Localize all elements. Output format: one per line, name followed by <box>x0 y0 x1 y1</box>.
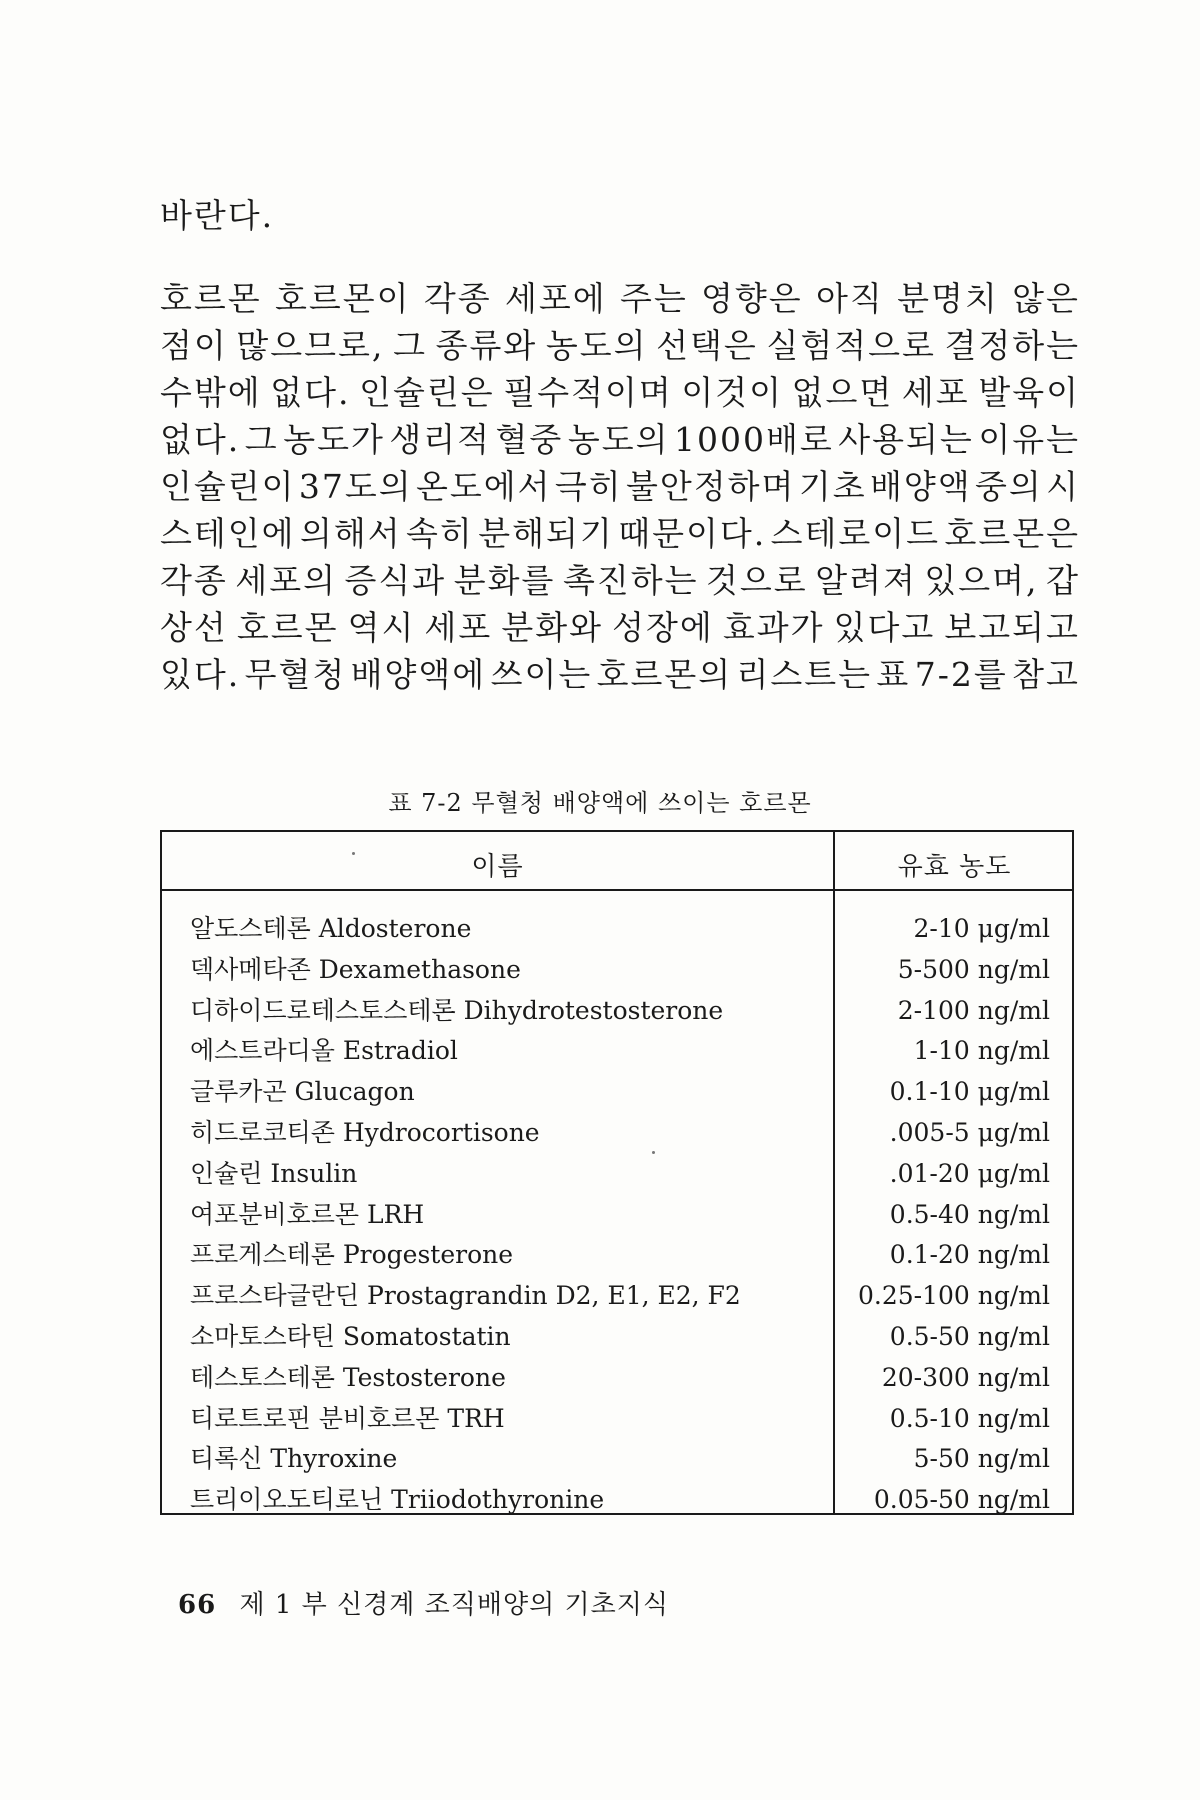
paragraph-word: 사용되는 <box>838 420 974 459</box>
paragraph-word: 효과가 <box>722 608 825 647</box>
concentration-cell: 2-100 ng/ml <box>897 995 1050 1025</box>
paragraph-word: 농도가 <box>283 420 385 459</box>
concentration-cell: 0.5-50 ng/ml <box>889 1321 1050 1351</box>
hormone-table <box>160 830 1074 1515</box>
paragraph-word: 호르몬은 <box>944 514 1080 553</box>
paragraph-line <box>160 510 1080 557</box>
paragraph-word: 있다. <box>160 655 241 694</box>
paragraph-word: 7-2를 <box>914 655 1008 694</box>
paragraph-word: 각종 <box>423 279 492 318</box>
table-row <box>162 1483 1072 1524</box>
paragraph-word: 분화와 <box>501 608 604 647</box>
paragraph-word: 배양액 <box>869 467 972 506</box>
paragraph-word: 생리적 <box>389 420 492 459</box>
paragraph-word: 발육이 <box>978 373 1080 412</box>
table-row <box>162 1442 1072 1483</box>
hormone-name-cell: 프로게스테론 Progesterone <box>190 1240 514 1270</box>
concentration-cell: 2-10 μg/ml <box>913 914 1050 943</box>
table-row <box>162 1198 1072 1239</box>
paragraph-word: 속히 <box>406 514 474 553</box>
paragraph-word: 이것이 <box>681 373 783 412</box>
table-row <box>162 994 1072 1035</box>
paragraph-word: 있다고 <box>833 608 936 647</box>
table-row <box>162 953 1072 994</box>
paragraph-word: 없다. <box>160 420 241 459</box>
paragraph-word: 있으며, <box>924 561 1039 600</box>
paragraph-word: 많으므로, <box>236 326 385 365</box>
concentration-cell: .01-20 μg/ml <box>889 1158 1050 1188</box>
table-row <box>162 1279 1072 1320</box>
paragraph-word: 이유는 <box>978 420 1080 459</box>
table-row <box>162 1361 1072 1402</box>
concentration-cell: 1-10 ng/ml <box>913 1036 1050 1066</box>
paragraph-line <box>160 416 1080 463</box>
paragraph-word: 종류와 <box>435 326 538 365</box>
page-number: 66 <box>178 1590 217 1620</box>
paragraph-word: 선택은 <box>656 326 758 365</box>
paragraph-word: 분화를 <box>453 561 556 600</box>
table-row <box>162 1157 1072 1198</box>
paragraph-word: 역시 <box>347 608 416 647</box>
hormone-name-cell: 티로트로핀 분비호르몬 TRH <box>190 1403 505 1433</box>
paragraph-word: 분해되기 <box>478 514 614 553</box>
paragraph-line <box>160 651 1080 698</box>
paragraph-word: 호르몬의 <box>596 655 733 694</box>
table-header-name: 이름 <box>471 852 524 882</box>
paragraph-word: 점이 <box>160 326 228 365</box>
paragraph-word: 세포의 <box>235 561 337 600</box>
paragraph-word: 촉진하는 <box>562 561 699 600</box>
hormone-name-cell: 티록신 Thyroxine <box>190 1444 398 1474</box>
paragraph-word: 시 <box>1046 467 1080 506</box>
paragraph-word: 쓰이는 <box>490 655 593 694</box>
table-header-concentration: 유효 농도 <box>897 852 1012 882</box>
hormone-name-cell: 프로스타글란딘 Prostagrandin D2, E1, E2, F2 <box>190 1281 741 1311</box>
paragraph-line <box>160 369 1080 416</box>
paragraph-word: 호르몬 <box>236 608 339 647</box>
concentration-cell: 0.1-10 μg/ml <box>889 1077 1050 1107</box>
hormone-name-cell: 인슐린 Insulin <box>190 1158 358 1188</box>
paragraph-word: 수밖에 <box>160 373 262 412</box>
paragraph-word: 갑 <box>1046 561 1080 600</box>
print-speck <box>652 1151 655 1154</box>
paragraph-word: 없다. <box>270 373 351 412</box>
table-row <box>162 1238 1072 1279</box>
hormone-name-cell: 소마토스타틴 Somatostatin <box>190 1321 511 1351</box>
paragraph-word: 1000배로 <box>674 420 834 459</box>
concentration-cell: 5-50 ng/ml <box>913 1444 1050 1474</box>
concentration-cell: 0.5-10 ng/ml <box>889 1403 1050 1433</box>
hormone-name-cell: 트리이오도티로닌 Triiodothyronine <box>190 1485 605 1515</box>
paragraph-word: 성장에 <box>612 608 714 647</box>
hormone-name-cell: 여포분비호르몬 LRH <box>190 1199 425 1229</box>
paragraph-word: 온도에서 <box>416 467 552 506</box>
page-footer <box>178 1584 669 1621</box>
paragraph-word: 알려져 <box>815 561 917 600</box>
concentration-cell: 20-300 ng/ml <box>881 1362 1050 1392</box>
paragraph-word: 호르몬이 <box>274 279 411 318</box>
paragraph-word: 아직 <box>816 279 884 318</box>
paragraph-word: 스테인에 <box>160 514 296 553</box>
table-row <box>162 1320 1072 1361</box>
running-title: 제 1 부 신경계 조직배양의 기초지식 <box>239 1590 669 1620</box>
table-row <box>162 1116 1072 1157</box>
hormone-name-cell: 덱사메타존 Dexamethasone <box>190 954 521 984</box>
paragraph-word: 것으로 <box>706 561 808 600</box>
concentration-cell: 0.05-50 ng/ml <box>873 1485 1050 1515</box>
paragraph-word: 중의 <box>974 467 1043 506</box>
paragraph-word: 상선 <box>160 608 228 647</box>
paragraph-word: 불안정하며 <box>626 467 796 506</box>
paragraph-word: 스테로이드 <box>770 514 941 553</box>
paragraph-word: 표 <box>876 655 911 694</box>
paragraph-word: 세포 <box>424 608 493 647</box>
paragraph-line <box>160 604 1080 651</box>
hormone-name-cell: 알도스테론 Aldosterone <box>190 914 472 943</box>
paragraph-word: 호르몬 <box>160 279 262 318</box>
paragraph-word: 때문이다. <box>618 514 767 553</box>
paragraph-line <box>160 322 1080 369</box>
concentration-cell: 0.25-100 ng/ml <box>857 1281 1050 1311</box>
paragraph-word: 37도의 <box>298 467 413 506</box>
table-body <box>162 912 1072 1524</box>
table-row <box>162 1075 1072 1116</box>
paragraph-word: 주는 <box>619 279 688 318</box>
paragraph-word: 무혈청 <box>244 655 347 694</box>
paragraph-word: 배양액에 <box>350 655 487 694</box>
paragraph-word: 그 <box>393 326 427 365</box>
paragraph-word: 세포 <box>901 373 970 412</box>
paragraph-word: 인슐린은 <box>359 373 495 412</box>
paragraph-line <box>160 557 1080 604</box>
concentration-cell: 5-500 ng/ml <box>897 954 1050 984</box>
body-paragraph <box>160 275 1080 698</box>
paragraph-word: 인슐린이 <box>160 467 296 506</box>
intro-line: 바란다. <box>160 196 275 235</box>
paragraph-word: 결정하는 <box>944 326 1080 365</box>
concentration-cell: 0.1-20 ng/ml <box>889 1240 1050 1270</box>
paragraph-word: 의해서 <box>299 514 402 553</box>
table-row <box>162 912 1072 953</box>
paragraph-word: 세포에 <box>504 279 607 318</box>
concentration-cell: 0.5-40 ng/ml <box>889 1199 1050 1229</box>
paragraph-word: 리스트는 <box>736 655 873 694</box>
paragraph-word: 않은 <box>1012 279 1080 318</box>
hormone-name-cell: 히드로코티존 Hydrocortisone <box>190 1117 540 1147</box>
paragraph-word: 그 <box>244 420 279 459</box>
paragraph-line <box>160 275 1080 322</box>
paragraph-word: 보고되고 <box>944 608 1080 647</box>
table-row <box>162 1034 1072 1075</box>
paragraph-word: 혈중 <box>495 420 564 459</box>
print-speck <box>352 852 355 855</box>
table-header-divider <box>162 889 1072 891</box>
hormone-name-cell: 에스트라디올 Estradiol <box>190 1036 458 1066</box>
hormone-name-cell: 글루카곤 Glucagon <box>190 1077 415 1107</box>
paragraph-word: 실험적으로 <box>766 326 936 365</box>
paragraph-word: 각종 <box>160 561 228 600</box>
paragraph-line <box>160 463 1080 510</box>
paragraph-word: 농도의 <box>545 326 648 365</box>
paragraph-word: 증식과 <box>344 561 447 600</box>
hormone-name-cell: 디하이드로테스토스테론 Dihydrotestosterone <box>190 995 724 1025</box>
paragraph-word: 필수적이며 <box>503 373 673 412</box>
table-caption: 표 7-2 무혈청 배양액에 쓰이는 호르몬 <box>388 789 812 817</box>
paragraph-word: 기초 <box>798 467 867 506</box>
paragraph-word: 농도의 <box>567 420 670 459</box>
paragraph-word: 극히 <box>554 467 623 506</box>
hormone-name-cell: 테스토스테론 Testosterone <box>190 1362 506 1392</box>
concentration-cell: .005-5 μg/ml <box>889 1117 1050 1147</box>
paragraph-word: 분명치 <box>897 279 999 318</box>
paragraph-word: 없으면 <box>791 373 894 412</box>
table-row <box>162 1402 1072 1443</box>
paragraph-word: 영향은 <box>701 279 803 318</box>
paragraph-word: 참고 <box>1012 655 1080 694</box>
